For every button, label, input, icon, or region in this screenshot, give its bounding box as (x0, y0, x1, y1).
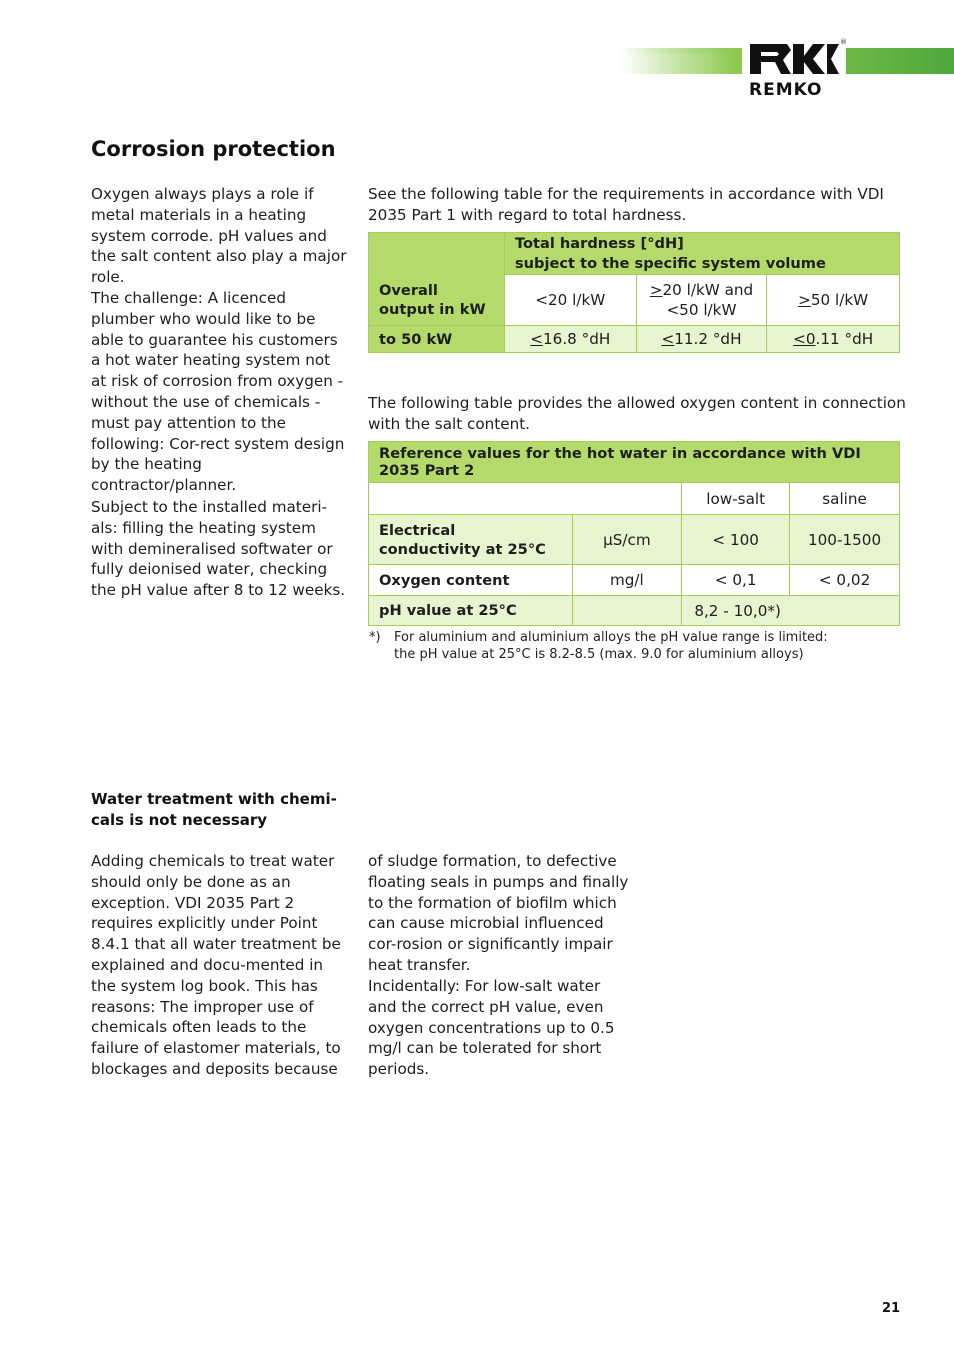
logo-text: REMKO (749, 80, 823, 100)
hardness-header-cell (504, 233, 899, 275)
row-label: Electrical conductivity at 25°C (369, 515, 573, 565)
reference-values-table (368, 441, 900, 626)
footnote-mark: *) (369, 630, 381, 645)
row-label: Oxygen content (369, 565, 573, 596)
col-20-50-line2: <50 l/kW (666, 301, 737, 319)
value-20-50 (636, 326, 767, 353)
left-paragraph-3: Subject to the installed materi-als: filling the heating system with demineralised softwater or fully deionised water, checking the pH value after 8 to 12 weeks. (91, 498, 346, 600)
hardness-row-header-cell (369, 233, 505, 326)
row-label: pH value at 25°C (369, 596, 573, 626)
value-lt20 (504, 326, 636, 353)
to-50kw-label: to 50 kW (369, 326, 505, 353)
value-lt20-text: 16.8 °dH (543, 330, 611, 348)
col-saline: saline (790, 483, 900, 515)
section-heading: Water treatment with chemi- cals is not necessary (91, 790, 337, 829)
col-20-50 (636, 275, 767, 326)
row-unit: µS/cm (572, 515, 682, 565)
ge-symbol: > (798, 291, 811, 309)
section2-left-text: Adding chemicals to treat water should only be done as an exception. VDI 2035 Part 2 requires explicitly under Point 8.4.1 that all water treatment be explained and docu-mented in the system log book. This has reasons: The improper use of chemicals often leads to the failure of elastomer materials, to blockages and deposits because (91, 852, 341, 1078)
hardness-header-line2: subject to the specific system volume (514, 254, 826, 272)
reference-table-title: Reference values for the hot water in accordance with VDI 2035 Part 2 (369, 442, 900, 483)
col-20-50-line1: 20 l/kW and (662, 281, 754, 299)
table1-intro: See the following table for the requirements in accordance with VDI 2035 Part 1 with regard to total hardness. (368, 185, 884, 224)
ge-symbol: > (649, 281, 663, 299)
le-symbol: <0 (793, 330, 816, 348)
col-lt20: <20 l/kW (504, 275, 636, 326)
row-low-salt-value: < 100 (682, 515, 790, 565)
row-unit (572, 596, 682, 626)
overall-output-label: Overall output in kW (379, 282, 486, 318)
hardness-table (368, 232, 900, 353)
value-ge50-text: .11 °dH (815, 330, 874, 348)
left-paragraph-1: Oxygen always plays a role if metal materials in a heating system corrode. pH values and the salt content also play a major role. (91, 185, 347, 287)
table-row (369, 565, 900, 596)
footnote-text (394, 630, 828, 663)
registered-mark: ® (840, 38, 847, 46)
value-ge50 (767, 326, 900, 353)
footnote-line2: the pH value at 25°C is 8.2-8.5 (max. 9.0 for aluminium alloys) (394, 646, 804, 662)
row-low-salt-value: 8,2 - 10,0*) (682, 596, 900, 626)
row-saline-value: < 0,02 (790, 565, 900, 596)
remko-logo-icon (747, 40, 843, 80)
row-unit: mg/l (572, 565, 682, 596)
col-ge50-text: 50 l/kW (810, 291, 869, 309)
le-symbol: < (530, 330, 544, 348)
table2-intro: The following table provides the allowed oxygen content in connection with the salt content. (368, 394, 906, 433)
table-row (369, 515, 900, 565)
table-row (369, 596, 900, 626)
col-low-salt: low-salt (682, 483, 790, 515)
section2-right-text: of sludge formation, to defective floating seals in pumps and finally to the formation of biofilm which can cause microbial influenced cor-rosion or significantly impair heat transfer. (368, 852, 629, 974)
section2-right-text-2: Incidentally: For low-salt water and the correct pH value, even oxygen concentrations up to 0.5 mg/l can be tolerated for short periods. (368, 977, 615, 1079)
page-title: Corrosion protection (91, 137, 336, 161)
row-saline-value: 100-1500 (790, 515, 900, 565)
hardness-header-line1: Total hardness [°dH] (514, 234, 684, 252)
footnote-line1: For aluminium and aluminium alloys the pH value range is limited: (394, 630, 828, 645)
left-paragraph-2: The challenge: A licenced plumber who would like to be able to guarantee his customers a hot water heating system not at risk of corrosion from oxygen - without the use of chemicals - must pay attention to the following: Cor-rect system design by the heating contractor/planner. (91, 289, 345, 495)
value-20-50-text: 11.2 °dH (674, 330, 742, 348)
col-ge50 (767, 275, 900, 326)
page-number: 21 (882, 1301, 901, 1316)
empty-header-cell (369, 483, 682, 515)
le-symbol: < (661, 330, 675, 348)
row-low-salt-value: < 0,1 (682, 565, 790, 596)
